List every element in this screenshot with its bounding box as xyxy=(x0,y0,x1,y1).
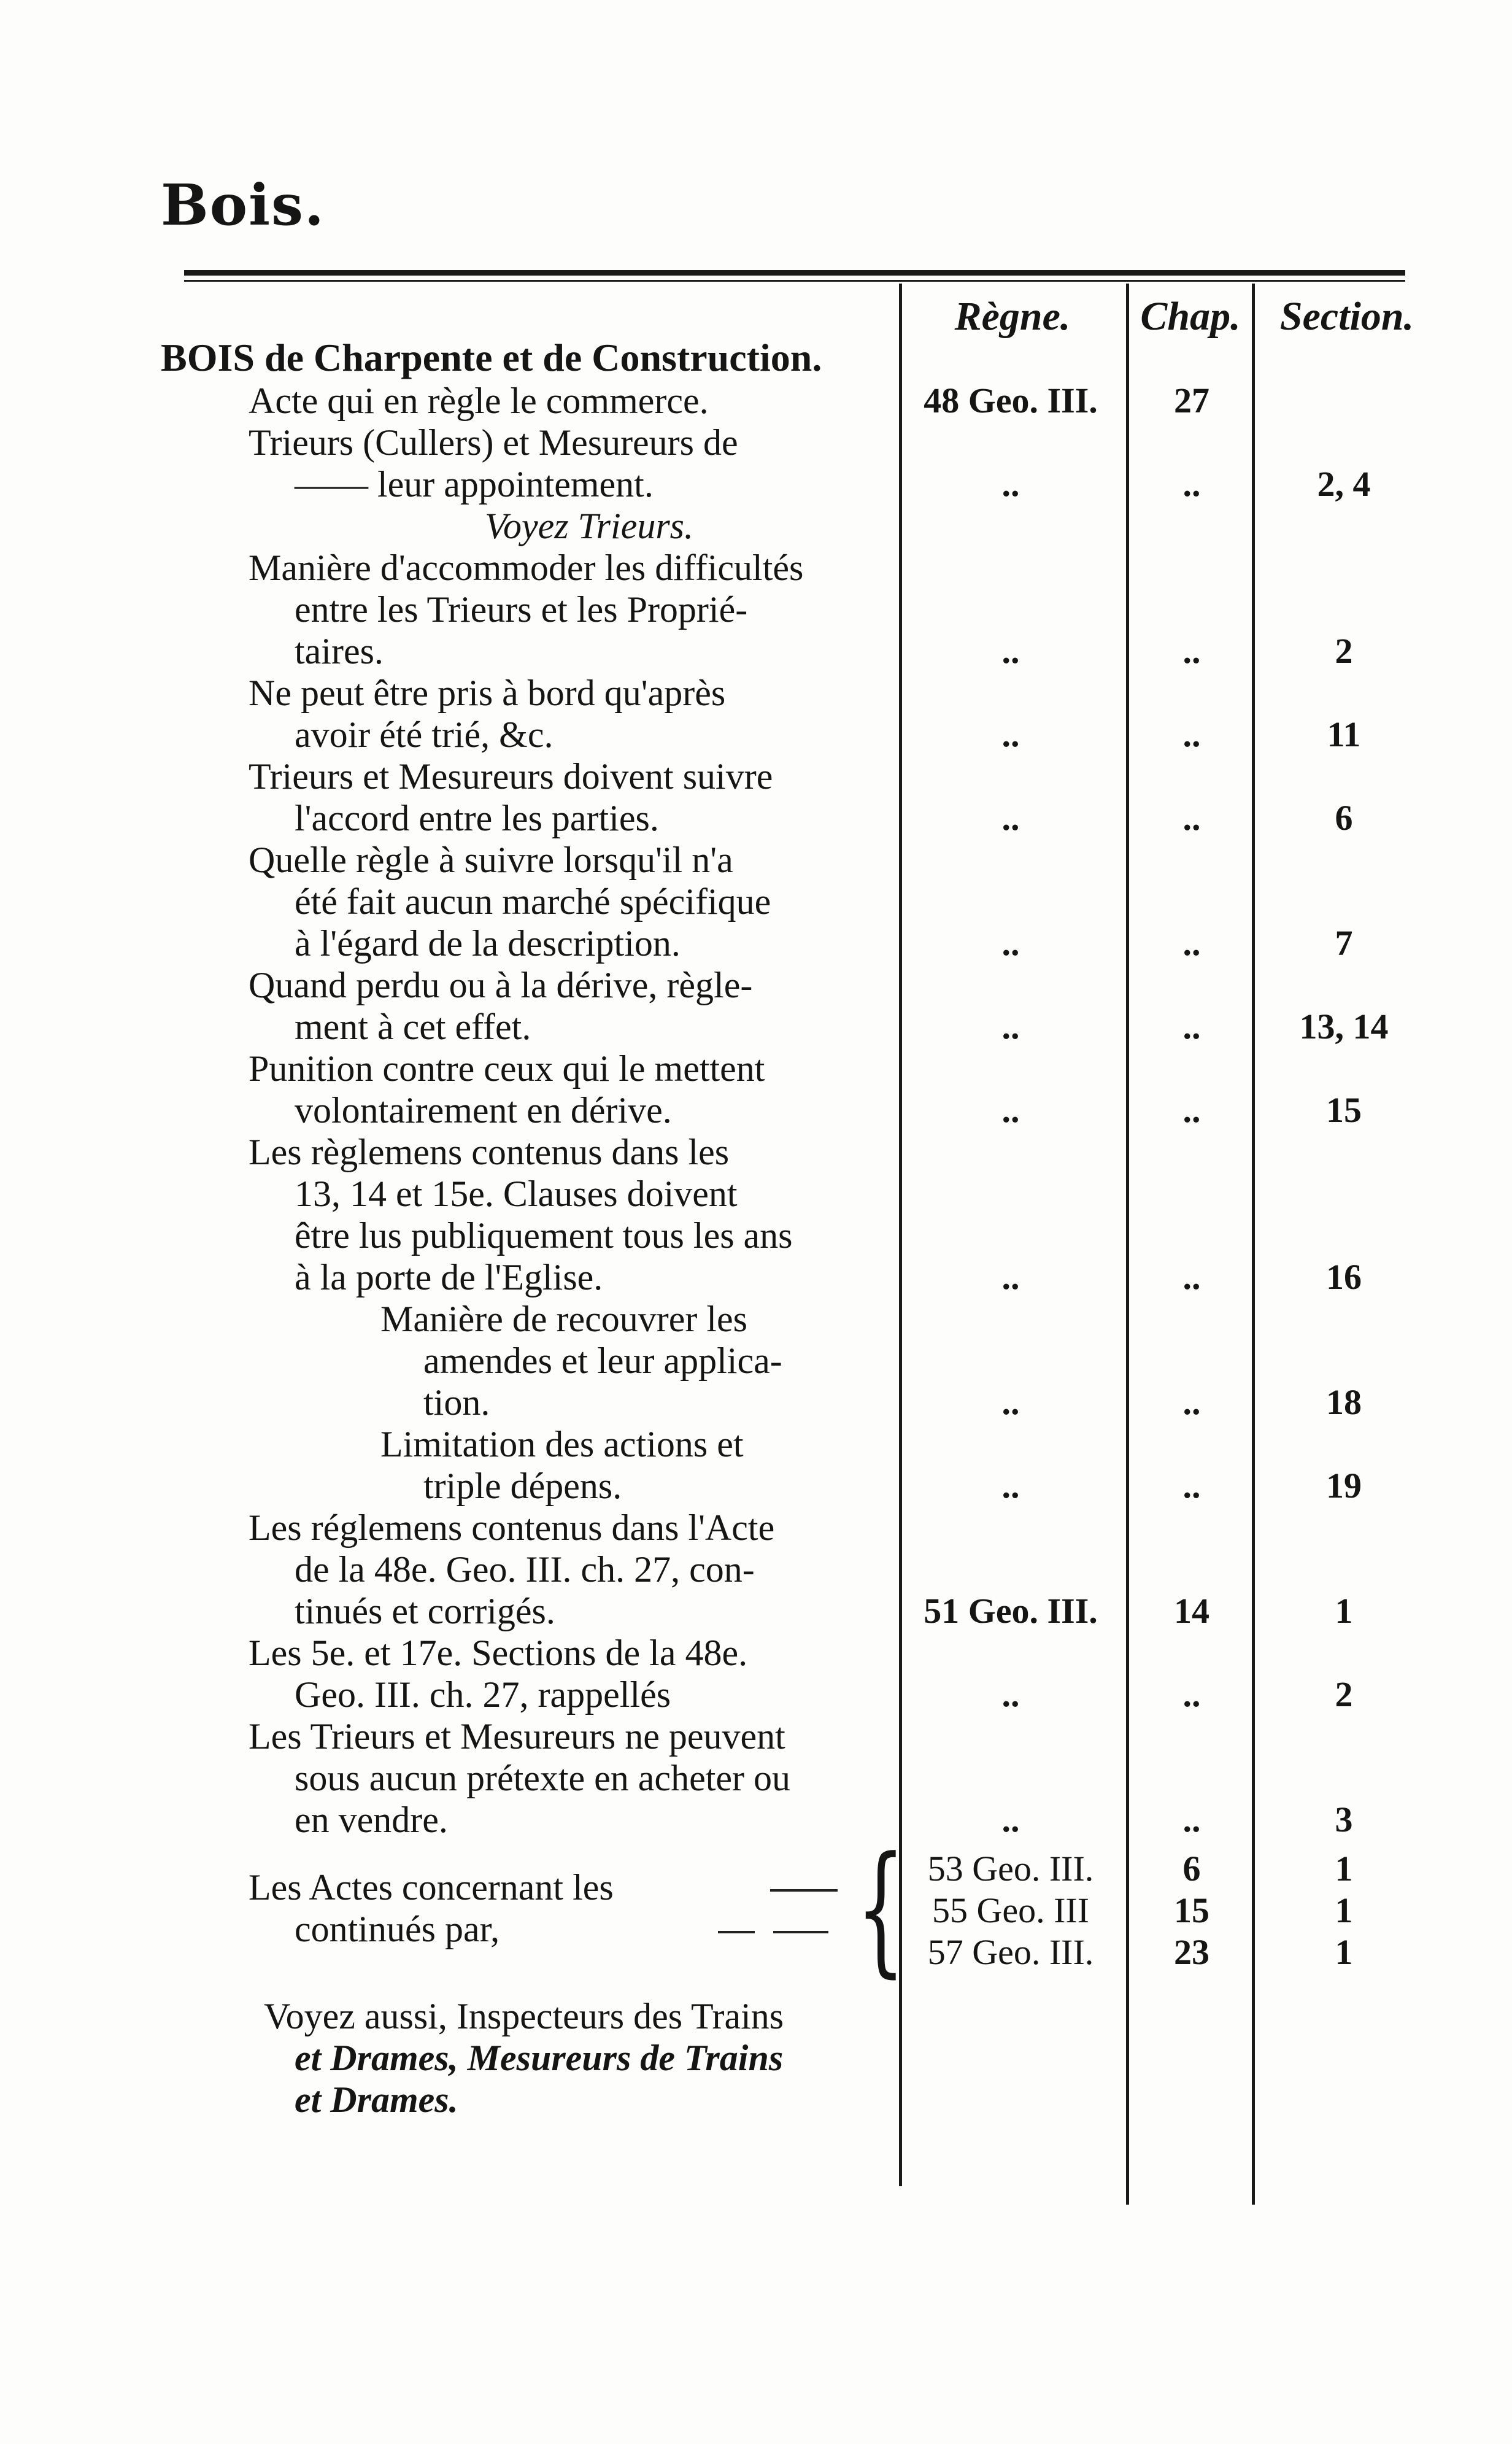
continued-text: continués par, xyxy=(295,1909,500,1949)
entry-text: Les 5e. et 17e. Sections de la 48e. xyxy=(249,1633,748,1673)
header-rule xyxy=(184,270,1405,276)
continued-dash xyxy=(770,1889,838,1892)
entry-regne: .. xyxy=(1001,1466,1020,1506)
entry-text: volontairement en dérive. xyxy=(295,1090,672,1131)
entry-regne: .. xyxy=(1001,1382,1020,1422)
entry-text: être lus publiquement tous les ans xyxy=(295,1215,793,1256)
entry-regne: .. xyxy=(1001,631,1020,671)
continued-dash xyxy=(773,1931,828,1933)
entry-section: 15 xyxy=(1326,1090,1362,1130)
entry-section: 1 xyxy=(1335,1591,1353,1631)
entry-section: 3 xyxy=(1335,1800,1353,1839)
entry-text: à l'égard de la description. xyxy=(295,923,681,964)
entry-text: été fait aucun marché spécifique xyxy=(295,881,771,922)
entry-regne: .. xyxy=(1001,923,1020,963)
entry-section: 2 xyxy=(1335,1674,1353,1714)
entry-text: Quand perdu ou à la dérive, règle- xyxy=(249,965,753,1005)
column-header-regne: Règne. xyxy=(954,294,1071,339)
entry-regne: .. xyxy=(1001,714,1020,754)
entry-text: Manière de recouvrer les xyxy=(380,1299,748,1339)
continued-chap: 23 xyxy=(1174,1932,1209,1972)
entry-chap: .. xyxy=(1182,1007,1201,1046)
entry-regne: 51 Geo. III. xyxy=(924,1591,1098,1631)
entry-regne: .. xyxy=(1001,1800,1020,1839)
entry-text: entre les Trieurs et les Proprié- xyxy=(295,589,748,630)
header-rule-thin xyxy=(184,280,1405,282)
entry-text: Voyez Trieurs. xyxy=(485,506,694,546)
entry-text: triple dépens. xyxy=(423,1466,622,1506)
continued-chap: 6 xyxy=(1182,1849,1201,1889)
index-title: BOIS de Charpente et de Construction. xyxy=(161,336,822,379)
entry-text: taires. xyxy=(295,631,384,671)
entry-text: à la porte de l'Eglise. xyxy=(295,1257,603,1297)
entry-text: en vendre. xyxy=(295,1800,448,1840)
entry-chap: .. xyxy=(1182,798,1201,838)
column-header-chap: Chap. xyxy=(1140,294,1241,339)
entry-chap: .. xyxy=(1182,631,1201,671)
continued-regne: 53 Geo. III. xyxy=(927,1849,1094,1889)
continued-regne: 55 Geo. III xyxy=(932,1890,1090,1930)
entry-text: Limitation des actions et xyxy=(380,1424,744,1464)
entry-chap: .. xyxy=(1182,1382,1201,1422)
entry-regne: .. xyxy=(1001,1090,1020,1130)
entry-text: Les règlemens contenus dans les xyxy=(249,1132,730,1172)
continued-section: 1 xyxy=(1335,1849,1353,1889)
entry-text: Manière d'accommoder les difficultés xyxy=(249,547,804,588)
see-also-text: Voyez aussi, Inspecteurs des Trains xyxy=(264,1996,784,2036)
entry-text: Punition contre ceux qui le mettent xyxy=(249,1048,765,1089)
entry-section: 13, 14 xyxy=(1299,1007,1389,1046)
entry-section: 19 xyxy=(1326,1466,1362,1506)
entry-section: 16 xyxy=(1326,1257,1362,1297)
continued-regne: 57 Geo. III. xyxy=(927,1932,1094,1972)
see-also-text: et Drames, Mesureurs de Trains xyxy=(295,2038,784,2078)
entry-text: Les Trieurs et Mesureurs ne peuvent xyxy=(249,1716,785,1757)
entry-chap: .. xyxy=(1182,923,1201,963)
entry-text: Geo. III. ch. 27, rappellés xyxy=(295,1674,671,1715)
see-also-text: et Drames. xyxy=(295,2079,458,2120)
entry-chap: .. xyxy=(1182,714,1201,754)
entry-chap: .. xyxy=(1182,1090,1201,1130)
entry-text: Les réglemens contenus dans l'Acte xyxy=(249,1507,775,1548)
entry-section: 2 xyxy=(1335,631,1353,671)
entry-text: ment à cet effet. xyxy=(295,1007,531,1047)
continued-dash xyxy=(718,1931,755,1933)
continued-chap: 15 xyxy=(1174,1890,1209,1930)
entry-chap: .. xyxy=(1182,1674,1201,1714)
entry-chap: 14 xyxy=(1174,1591,1209,1631)
entry-section: 7 xyxy=(1335,923,1353,963)
column-header-section: Section. xyxy=(1279,294,1414,339)
entry-section: 6 xyxy=(1335,798,1353,838)
entry-text: de la 48e. Geo. III. ch. 27, con- xyxy=(295,1549,755,1590)
entry-text: amendes et leur applica- xyxy=(423,1340,782,1381)
entry-text: l'accord entre les parties. xyxy=(295,798,659,838)
entry-text: tinués et corrigés. xyxy=(295,1591,555,1631)
page-header: Bois. xyxy=(161,172,325,238)
entry-section: 18 xyxy=(1326,1382,1362,1422)
entry-chap: .. xyxy=(1182,464,1201,504)
entry-text: sous aucun prétexte en acheter ou xyxy=(295,1758,790,1798)
entry-chap: .. xyxy=(1182,1466,1201,1506)
entry-text: Ne peut être pris à bord qu'après xyxy=(249,673,726,713)
entry-text: 13, 14 et 15e. Clauses doivent xyxy=(295,1174,738,1214)
entry-text: Trieurs et Mesureurs doivent suivre xyxy=(249,756,773,797)
continued-section: 1 xyxy=(1335,1890,1353,1930)
entry-regne: .. xyxy=(1001,798,1020,838)
entry-chap: .. xyxy=(1182,1800,1201,1839)
entry-text: tion. xyxy=(423,1382,490,1423)
column-divider-regne xyxy=(1126,284,1129,2205)
entry-text: Acte qui en règle le commerce. xyxy=(249,381,709,421)
entry-regne: .. xyxy=(1001,464,1020,504)
entry-text: Quelle règle à suivre lorsqu'il n'a xyxy=(249,840,733,880)
entry-chap: .. xyxy=(1182,1257,1201,1297)
grouping-brace: { xyxy=(856,1827,906,1991)
entry-section: 11 xyxy=(1327,714,1361,754)
entry-regne: .. xyxy=(1001,1257,1020,1297)
entry-text: Trieurs (Cullers) et Mesureurs de xyxy=(249,422,738,463)
entry-regne: .. xyxy=(1001,1674,1020,1714)
entry-text: —— leur appointement. xyxy=(295,464,654,505)
entry-text: avoir été trié, &c. xyxy=(295,714,554,755)
entry-regne: .. xyxy=(1001,1007,1020,1046)
entry-regne: 48 Geo. III. xyxy=(924,381,1098,420)
continued-section: 1 xyxy=(1335,1932,1353,1972)
continued-text: Les Actes concernant les xyxy=(249,1867,614,1908)
entry-chap: 27 xyxy=(1174,381,1209,420)
entry-section: 2, 4 xyxy=(1317,464,1371,504)
